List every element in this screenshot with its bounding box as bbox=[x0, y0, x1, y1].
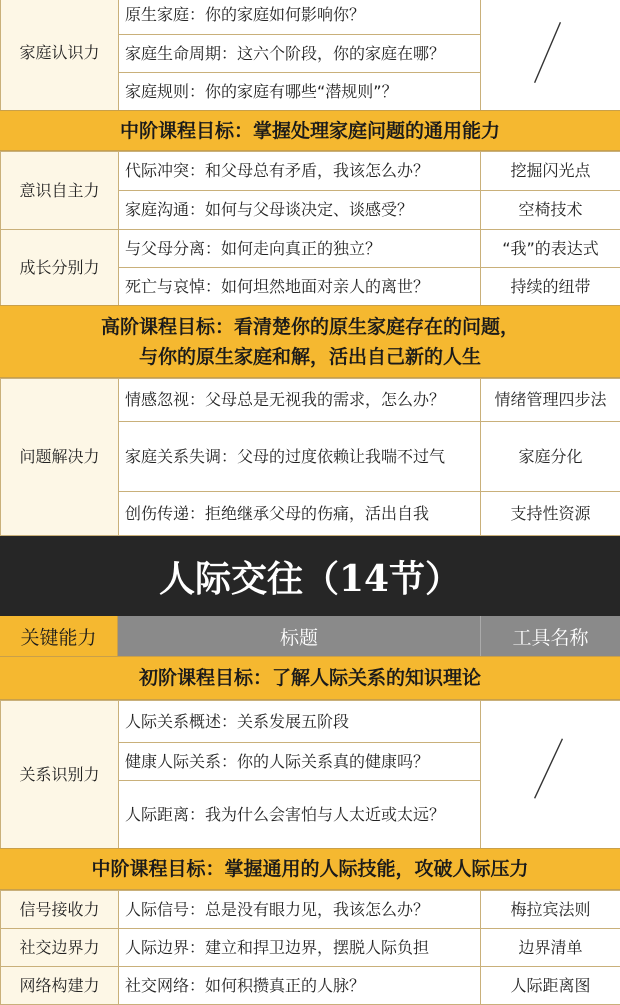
title-cell: 健康人际关系：你的人际关系真的健康吗？ bbox=[119, 743, 481, 781]
table-interpersonal-skills bbox=[0, 890, 620, 1005]
title-cell: 人际边界：建立和捍卫边界，摆脱人际负担 bbox=[119, 929, 481, 967]
tool-cell: 情绪管理四步法 bbox=[481, 379, 620, 422]
category-cell: 成长分别力 bbox=[1, 230, 119, 306]
slash-mark-icon bbox=[481, 701, 620, 848]
section-title: 人际交往（14节） bbox=[0, 536, 620, 616]
header-title: 标题 bbox=[118, 616, 480, 656]
table-family-awareness bbox=[0, 0, 620, 111]
table-row bbox=[1, 152, 620, 191]
goal-line: 与你的原生家庭和解，活出自己新的人生 bbox=[139, 342, 481, 372]
table-row bbox=[1, 230, 620, 268]
tool-cell: 边界清单 bbox=[481, 929, 620, 967]
header-tool-name: 工具名称 bbox=[480, 616, 620, 656]
goal-line: 高阶课程目标：看清楚你的原生家庭存在的问题， bbox=[101, 312, 519, 342]
goal-banner-advanced bbox=[0, 305, 620, 378]
table-row bbox=[1, 379, 620, 422]
title-cell: 人际距离：我为什么会害怕与人太近或太远？ bbox=[119, 781, 481, 849]
title-cell: 原生家庭：你的家庭如何影响你？ bbox=[119, 0, 481, 35]
table-row bbox=[1, 929, 620, 967]
table-row bbox=[1, 701, 620, 743]
tool-cell: 家庭分化 bbox=[481, 422, 620, 492]
table-intermediate-skills bbox=[0, 151, 620, 306]
tool-cell: 挖掘闪光点 bbox=[481, 152, 620, 191]
table-row bbox=[1, 0, 620, 35]
header-key-ability: 关键能力 bbox=[0, 616, 118, 656]
tool-cell: 空椅技术 bbox=[481, 191, 620, 230]
category-cell: 社交边界力 bbox=[1, 929, 119, 967]
category-cell: 意识自主力 bbox=[1, 152, 119, 230]
table-relationship-awareness bbox=[0, 700, 620, 849]
title-cell: 创伤传递：拒绝继承父母的伤痛，活出自我 bbox=[119, 492, 481, 536]
category-cell: 关系识别力 bbox=[1, 701, 119, 849]
title-cell: 社交网络：如何积攒真正的人脉？ bbox=[119, 967, 481, 1005]
category-cell: 问题解决力 bbox=[1, 379, 119, 536]
goal-banner-intermediate-2: 中阶课程目标：掌握通用的人际技能，攻破人际压力 bbox=[0, 848, 620, 890]
category-cell: 家庭认识力 bbox=[1, 0, 119, 111]
title-cell: 代际冲突：和父母总有矛盾，我该怎么办？ bbox=[119, 152, 481, 191]
title-cell: 家庭规则：你的家庭有哪些“潜规则”？ bbox=[119, 73, 481, 111]
title-cell: 与父母分离：如何走向真正的独立？ bbox=[119, 230, 481, 268]
empty-tool-cell bbox=[481, 0, 620, 111]
category-cell: 网络构建力 bbox=[1, 967, 119, 1005]
table-header bbox=[0, 616, 620, 656]
goal-banner-basic: 初阶课程目标：了解人际关系的知识理论 bbox=[0, 656, 620, 700]
tool-cell: “我”的表达式 bbox=[481, 230, 620, 268]
title-cell: 人际信号：总是没有眼力见，我该怎么办？ bbox=[119, 891, 481, 929]
tool-cell: 梅拉宾法则 bbox=[481, 891, 620, 929]
table-row bbox=[1, 891, 620, 929]
goal-banner-intermediate: 中阶课程目标：掌握处理家庭问题的通用能力 bbox=[0, 110, 620, 151]
slash-mark-icon bbox=[481, 0, 620, 110]
empty-tool-cell bbox=[481, 701, 620, 849]
title-cell: 死亡与哀悼：如何坦然地面对亲人的离世？ bbox=[119, 268, 481, 306]
title-cell: 人际关系概述：关系发展五阶段 bbox=[119, 701, 481, 743]
tool-cell: 持续的纽带 bbox=[481, 268, 620, 306]
table-advanced-skills bbox=[0, 378, 620, 536]
tool-cell: 人际距离图 bbox=[481, 967, 620, 1005]
title-cell: 情感忽视：父母总是无视我的需求，怎么办？ bbox=[119, 379, 481, 422]
title-cell: 家庭生命周期：这六个阶段，你的家庭在哪？ bbox=[119, 35, 481, 73]
tool-cell: 支持性资源 bbox=[481, 492, 620, 536]
table-row bbox=[1, 967, 620, 1005]
title-cell: 家庭关系失调：父母的过度依赖让我喘不过气 bbox=[119, 422, 481, 492]
category-cell: 信号接收力 bbox=[1, 891, 119, 929]
title-cell: 家庭沟通：如何与父母谈决定、谈感受？ bbox=[119, 191, 481, 230]
